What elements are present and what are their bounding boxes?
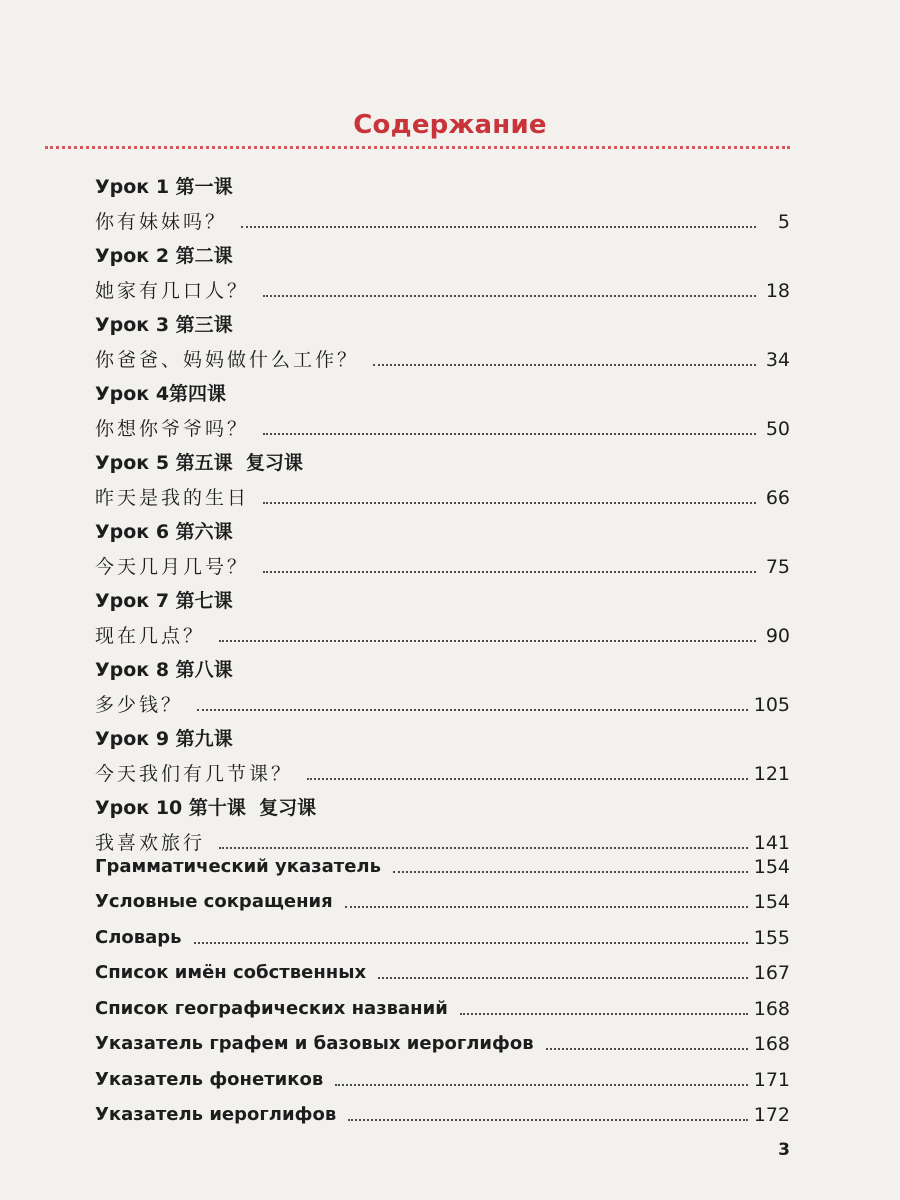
lesson-heading: Урок 7 第七课 (95, 590, 233, 612)
page-number: 90 (765, 625, 790, 647)
dot-leader (263, 571, 756, 573)
lesson-title: 今天几月几号？ (95, 556, 250, 578)
page-number: 154 (753, 855, 790, 878)
dot-leader (335, 1084, 748, 1086)
dot-leader (197, 709, 748, 711)
lesson-heading: Урок 1 第一课 (95, 176, 233, 198)
appendix-title: Указатель графем и базовых иероглифов (95, 1033, 534, 1054)
dot-leader (460, 1013, 748, 1015)
appendix-title: Список имён собственных (95, 962, 367, 983)
page-number-footer: 3 (778, 1140, 790, 1160)
dot-leader (263, 433, 756, 435)
lesson-entry-6[interactable] (95, 515, 790, 584)
page-number: 168 (753, 1033, 790, 1055)
appendix-title: Словарь (95, 926, 182, 948)
lesson-heading: Урок 4第四课 (95, 383, 227, 405)
lesson-title: 你爸爸、妈妈做什么工作？ (95, 349, 360, 371)
dot-leader (219, 847, 748, 849)
page-number: 155 (753, 926, 790, 949)
dot-leader (373, 364, 756, 366)
dot-leader (378, 977, 748, 979)
page-number: 167 (753, 962, 790, 984)
appendix-entry-geographic-names[interactable] (95, 987, 790, 1023)
appendix-entry-abbreviations[interactable] (95, 881, 790, 917)
appendix-title: Условные сокращения (95, 891, 333, 912)
page-number: 50 (765, 418, 790, 440)
page-number: 105 (753, 694, 790, 716)
page-number: 34 (765, 349, 790, 371)
lesson-title: 现在几点？ (95, 625, 206, 647)
lesson-entry-9[interactable] (95, 722, 790, 791)
page-number: 172 (753, 1104, 790, 1126)
lesson-title: 我喜欢旅行 (95, 832, 206, 854)
lesson-entry-2[interactable] (95, 239, 790, 308)
dot-leader (263, 502, 756, 504)
appendix-title: Указатель фонетиков (95, 1068, 324, 1090)
page-number: 154 (753, 891, 790, 913)
appendix-entry-proper-names[interactable] (95, 952, 790, 988)
dot-leader (546, 1048, 748, 1050)
dot-leader (194, 942, 748, 944)
title-dotted-rule (45, 146, 790, 149)
dot-leader (263, 295, 756, 297)
lesson-entry-10[interactable] (95, 791, 790, 854)
appendix-title: Грамматический указатель (95, 855, 381, 877)
lesson-entry-3[interactable] (95, 308, 790, 377)
appendix-entry-hieroglyphs-index[interactable] (95, 1094, 790, 1130)
dot-leader (348, 1119, 748, 1121)
lesson-title: 她家有几口人？ (95, 280, 250, 302)
page-number: 171 (753, 1068, 790, 1091)
lesson-title: 今天我们有几节课？ (95, 763, 294, 785)
lesson-title: 你有妹妹吗？ (95, 211, 228, 233)
appendix-entry-phonetics-index[interactable] (95, 1058, 790, 1094)
lesson-entry-5[interactable] (95, 446, 790, 515)
appendix-title: Указатель иероглифов (95, 1104, 337, 1125)
dot-leader (307, 778, 748, 780)
page-title: Содержание (353, 110, 547, 140)
lesson-entry-7[interactable] (95, 584, 790, 653)
page-number: 168 (753, 997, 790, 1020)
lesson-entry-1[interactable] (95, 170, 790, 239)
lesson-heading: Урок 8 第八课 (95, 659, 233, 681)
appendix-entry-graphemes-index[interactable] (95, 1023, 790, 1059)
lesson-heading: Урок 3 第三课 (95, 314, 233, 336)
lesson-heading: Урок 6 第六课 (95, 521, 233, 543)
dot-leader (241, 226, 756, 228)
lesson-title: 多少钱？ (95, 694, 184, 716)
lesson-heading: Урок 2 第二课 (95, 245, 233, 267)
table-of-contents (95, 170, 790, 1129)
appendix-title: Список географических названий (95, 997, 448, 1019)
page-number: 5 (777, 211, 790, 233)
dot-leader (393, 871, 748, 873)
page-number: 66 (765, 487, 790, 509)
page-number: 121 (753, 763, 790, 785)
dot-leader (345, 906, 748, 908)
page-number: 141 (753, 832, 790, 854)
lesson-entry-8[interactable] (95, 653, 790, 722)
lesson-heading: Урок 9 第九课 (95, 728, 233, 750)
lesson-heading: Урок 5 第五课 复习课 (95, 452, 303, 474)
page-number: 18 (765, 280, 790, 302)
dot-leader (219, 640, 756, 642)
lesson-title: 你想你爷爷吗？ (95, 418, 250, 440)
appendix-entry-dictionary[interactable] (95, 916, 790, 952)
page-number: 75 (765, 556, 790, 578)
lesson-heading: Урок 10 第十课 复习课 (95, 797, 317, 819)
lesson-entry-4[interactable] (95, 377, 790, 446)
lesson-title: 昨天是我的生日 (95, 487, 250, 509)
